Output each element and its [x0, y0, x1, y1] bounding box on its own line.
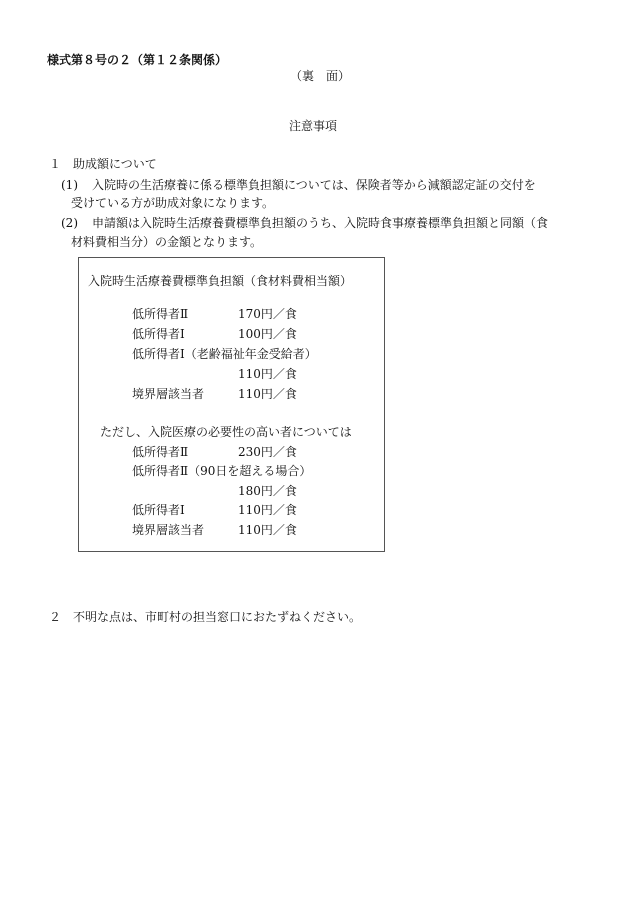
section2-text: 不明な点は、市町村の担当窓口におたずねください。	[73, 610, 362, 624]
item-2-line1: 申請額は入院時生活療養費標準負担額のうち、入院時食事療養標準負担額と同額（食	[92, 216, 549, 230]
group2-row-amount: 110円／食	[238, 503, 297, 517]
group1-row-label: 低所得者Ⅱ	[132, 307, 189, 321]
item-1-line2: 受けている方が助成対象になります。	[71, 196, 275, 210]
group2-row-amount: 110円／食	[238, 523, 297, 537]
group1-row-amount: 110円／食	[238, 387, 297, 401]
group2-row-amount: 180円／食	[238, 484, 297, 498]
amount-table-box	[78, 257, 385, 552]
section2-number: ２	[49, 610, 62, 624]
section1-number: １	[49, 157, 62, 171]
section1-title: 助成額について	[73, 157, 157, 171]
group2-row-label: 境界層該当者	[132, 523, 205, 537]
item-1-label: (1)	[61, 178, 78, 192]
group2-row-amount: 230円／食	[238, 445, 297, 459]
group1-row-amount: 100円／食	[238, 327, 297, 341]
side-label: （裏 面）	[290, 69, 351, 83]
group1-row-amount: 110円／食	[238, 367, 297, 381]
section1-heading	[49, 156, 157, 172]
item-2-label: (2)	[61, 216, 78, 230]
group1-row-label: 境界層該当者	[132, 387, 205, 401]
item-2	[61, 215, 548, 231]
group1-row-label: 低所得者Ⅰ（老齢福祉年金受給者）	[132, 347, 317, 361]
form-number: 様式第８号の２（第１２条関係）	[47, 53, 228, 67]
item-1-line1: 入院時の生活療養に係る標準負担額については、保険者等から減額認定証の交付を	[92, 178, 536, 192]
group2-row-label: 低所得者Ⅰ	[132, 503, 185, 517]
notice-title: 注意事項	[289, 119, 338, 133]
group2-row-label: 低所得者Ⅱ（90日を超える場合）	[132, 464, 312, 478]
section2	[49, 609, 361, 625]
item-2-line2: 材料費相当分）の金額となります。	[71, 235, 263, 249]
group1-row-label: 低所得者Ⅰ	[132, 327, 185, 341]
group1-row-amount: 170円／食	[238, 307, 297, 321]
box-title: 入院時生活療養費標準負担額（食材料費相当額）	[88, 274, 353, 288]
proviso-text: ただし、入院医療の必要性の高い者については	[100, 425, 352, 439]
group2-row-label: 低所得者Ⅱ	[132, 445, 189, 459]
item-1	[61, 177, 536, 193]
